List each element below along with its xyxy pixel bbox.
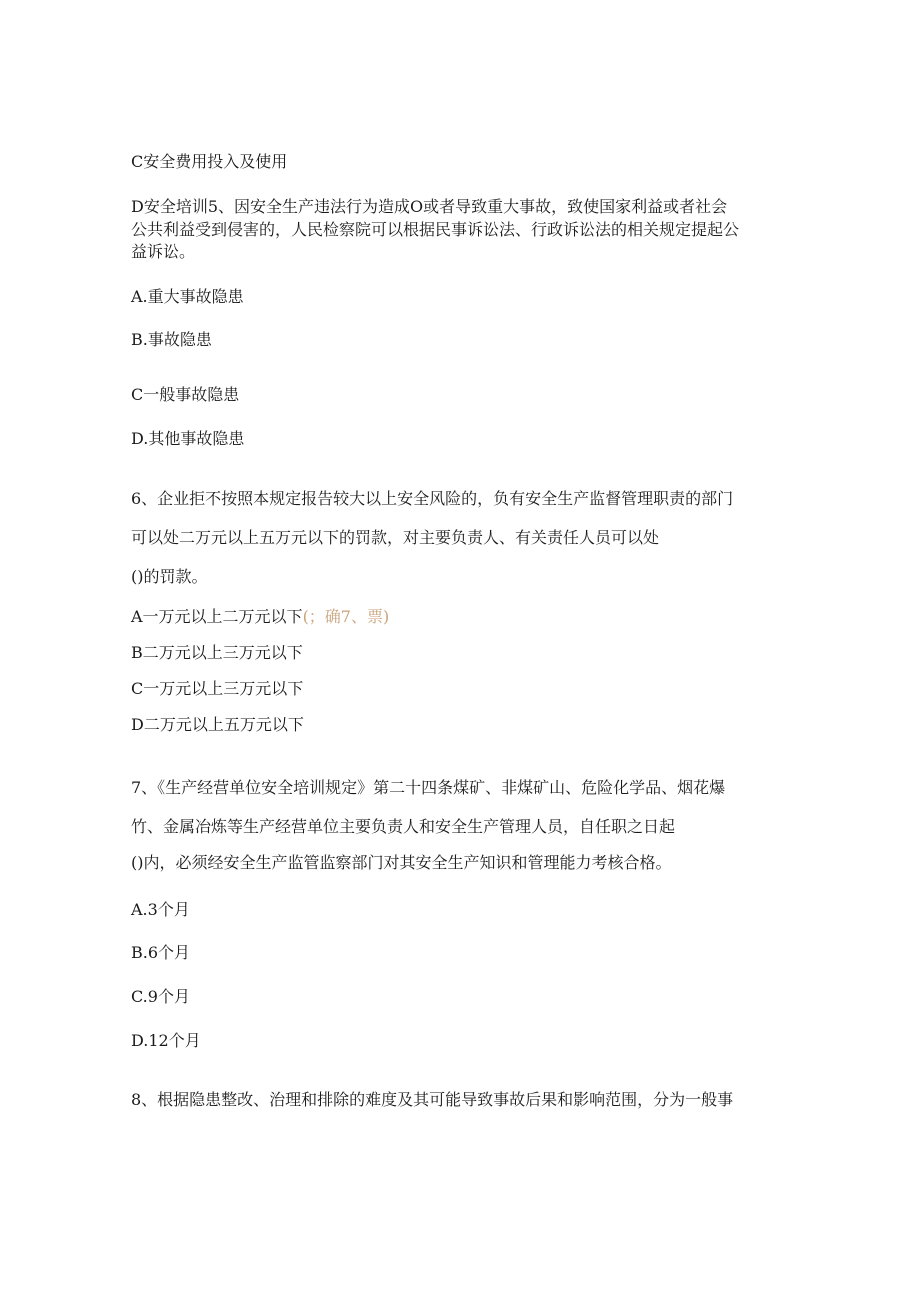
- q7-option-d: D.12个月: [131, 1031, 201, 1050]
- q7-option-b: B.6个月: [131, 943, 191, 962]
- q7-option-c: C.9个月: [131, 987, 190, 1006]
- question-7-line-2: 竹、金属冶炼等生产经营单位主要负责人和安全生产管理人员，自任职之日起: [131, 817, 676, 836]
- question-5-line-2: 公共利益受到侵害的，人民检察院可以根据民事诉讼法、行政诉讼法的相关规定提起公: [131, 220, 740, 239]
- question-7-line-3: ()内，必须经安全生产监管监察部门对其安全生产知识和管理能力考核合格。: [131, 853, 672, 872]
- question-7-line-1: 7、《生产经营单位安全培训规定》第二十四条煤矿、非煤矿山、危险化学品、烟花爆: [131, 778, 726, 797]
- question-6-line-3: ()的罚款。: [131, 567, 208, 586]
- q5-option-c: C一般事故隐患: [131, 385, 240, 404]
- question-5-line-3: 益诉讼。: [131, 242, 196, 261]
- q6-option-d: D二万元以上五万元以下: [131, 715, 304, 734]
- q5-option-a: A.重大事故隐患: [131, 287, 244, 306]
- handwritten-note: (；确7、票): [302, 607, 390, 626]
- option-c-safety-cost: C安全费用投入及使用: [131, 152, 288, 171]
- q6-option-a: [131, 607, 389, 627]
- q6-option-a-text: A一万元以上二万元以下: [131, 607, 303, 626]
- q5-option-d: D.其他事故隐患: [131, 429, 245, 448]
- question-8-line-1: 8、根据隐患整改、治理和排除的难度及其可能导致事故后果和影响范围，分为一般事: [131, 1090, 734, 1109]
- question-6-line-2: 可以处二万元以上五万元以下的罚款，对主要负责人、有关责任人员可以处: [131, 528, 660, 547]
- q6-option-c: C一万元以上三万元以下: [131, 679, 304, 698]
- q5-option-b: B.事故隐患: [131, 330, 212, 349]
- question-5-line-1: D安全培训5、因安全生产违法行为造成O或者导致重大事故，致使国家利益或者社会: [131, 197, 728, 216]
- q6-option-b: B二万元以上三万元以下: [131, 643, 303, 662]
- question-6-line-1: 6、企业拒不按照本规定报告较大以上安全风险的，负有安全生产监督管理职责的部门: [131, 489, 734, 508]
- q7-option-a: A.3个月: [131, 900, 190, 919]
